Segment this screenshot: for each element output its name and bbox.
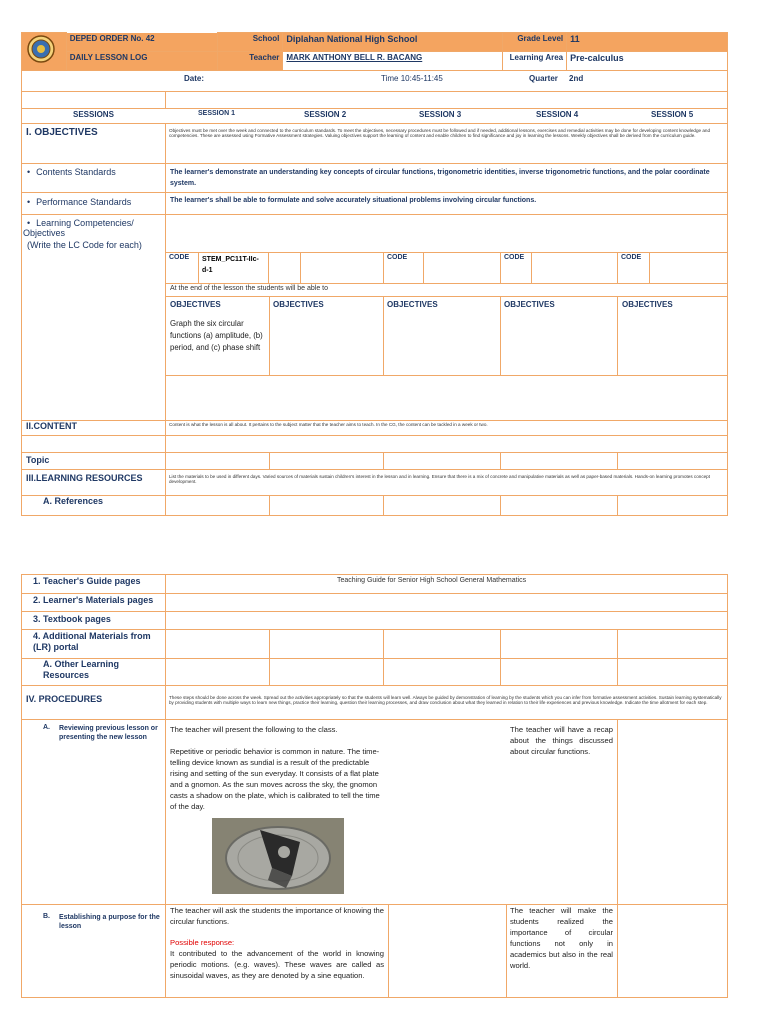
- sessions-label: SESSIONS: [73, 110, 114, 119]
- resources-note: List the materials to be used in different days. Varied sources of materials sustain children's interest in the lesson and in learning. Ensure that there is a mix of concrete and manipulative materials as well as paper-based materials. Hands-on learning promotes concept development.: [169, 474, 711, 485]
- code-label-5: CODE: [621, 254, 642, 261]
- area-label: Learning Area: [503, 52, 567, 71]
- quarter-value: 2nd: [569, 74, 584, 83]
- other-resources-label: A. Other Learning Resources: [43, 659, 120, 680]
- code-label-3: CODE: [387, 254, 408, 261]
- references-label: A. References: [43, 496, 104, 506]
- code-label-1: CODE: [169, 254, 190, 261]
- time-value: Time 10:45-11:45: [381, 74, 443, 83]
- objectives-col-2: OBJECTIVES: [273, 300, 324, 309]
- date-label: Date:: [184, 74, 205, 83]
- header-table: [21, 32, 728, 71]
- contents-standards-label: • Contents Standards: [23, 167, 116, 177]
- session-5: SESSION 5: [651, 110, 694, 119]
- competencies-label: • Learning Competencies/ Objectives: [23, 218, 163, 238]
- teachers-guide-label: 1. Teacher's Guide pages: [33, 576, 141, 586]
- quarter-label: Quarter: [529, 74, 558, 83]
- school-label: School: [217, 33, 283, 52]
- school-name: Diplahan National High School: [283, 33, 503, 52]
- deped-order: DEPED ORDER No. 42: [66, 33, 217, 52]
- objectives-note: Objectives must be met over the week and connected to the curriculum standards. To meet the objectives, necessary procedures must be followed and if needed, additional lessons, exercises and remedial activities may be done for developing content knowledge and competencies. These are assessed using Formative Assessment strategies. Valuing objectives support the learning of content and enable children to find significance and joy in learning the lessons. Weekly objectives shall be derived from the curriculum guide.: [169, 128, 711, 139]
- log-title: DAILY LESSON LOG: [66, 52, 217, 71]
- step-b-label: Establishing a purpose for the lesson: [59, 914, 160, 930]
- objectives-col-4: OBJECTIVES: [504, 300, 555, 309]
- step-a-intro: The teacher will present the following to the class.: [170, 725, 338, 734]
- session-3: SESSION 3: [419, 110, 462, 119]
- performance-standards-text: The learner's shall be able to formulate and solve accurately situational problems involving circular functions.: [170, 197, 537, 204]
- step-b-letter: B.: [43, 913, 50, 920]
- sundial-image: [212, 818, 344, 894]
- objectives-col-1: OBJECTIVES: [170, 300, 221, 309]
- teachers-guide-value: Teaching Guide for Senior High School General Mathematics: [337, 577, 527, 584]
- step-a-letter: A.: [43, 724, 50, 731]
- step-a-recap: The teacher will have a recap about the things discussed about circular functions.: [510, 725, 613, 756]
- teacher-label: Teacher: [217, 52, 283, 71]
- grade-value: 11: [567, 33, 728, 52]
- textbook-label: 3. Textbook pages: [33, 614, 111, 624]
- step-b-intro: The teacher will ask the students the importance of knowing the circular functions.: [170, 906, 385, 926]
- grade-label: Grade Level: [503, 33, 567, 52]
- session-1: SESSION 1: [198, 110, 235, 117]
- step-b-recap: The teacher will make the students realized the importance of circular functions not only in academics but also in the real world.: [510, 906, 613, 970]
- objective-text-1: Graph the six circular functions (a) amplitude, (b) period, and (c) phase shift: [170, 319, 263, 352]
- contents-standards-text: The learner's demonstrate an understanding key concepts of circular functions, trigonometric identities, inverse trigonometric functions, and the polar coordinate system.: [170, 169, 710, 187]
- objectives-heading: I. OBJECTIVES: [26, 127, 98, 138]
- step-b-body: It contributed to the advancement of the world in knowing periodic motions. (e.g. waves). These waves are called as sinusoidal waves, as they are denoted by a sine equation.: [170, 949, 384, 980]
- content-heading: II.CONTENT: [26, 421, 77, 431]
- session-4: SESSION 4: [536, 110, 579, 119]
- code-value-1: STEM_PC11T-IIc-d-1: [202, 256, 259, 274]
- topic-label: Topic: [26, 455, 50, 465]
- competencies-sub: (Write the LC Code for each): [27, 240, 142, 250]
- resources-heading: III.LEARNING RESOURCES: [26, 473, 143, 483]
- objectives-col-5: OBJECTIVES: [622, 300, 673, 309]
- procedures-note: These steps should be done across the week. Spread out the activities appropriately so that the students will learn well. Always be guided by demonstration of learning by the students which you can infer from formative assessment activities. Sustain learning systematically by providing students with multiple ways to learn new things, practice their learning, question their learning processes, and draw conclusion about what they learned in relation to their life experiences and previous knowledge. Indicate the time allotment for each step.: [169, 695, 722, 706]
- area-value: Pre-calculus: [567, 52, 728, 71]
- procedures-heading: IV. PROCEDURES: [26, 694, 103, 704]
- deped-seal-cell: [22, 33, 67, 71]
- teacher-name: MARK ANTHONY BELL R. BACANG: [283, 52, 503, 71]
- end-of-lesson-text: At the end of the lesson the students will be able to: [170, 285, 328, 292]
- step-a-label: Reviewing previous lesson or presenting the new lesson: [59, 725, 158, 741]
- learners-materials-label: 2. Learner's Materials pages: [33, 595, 154, 605]
- page-2: [21, 574, 728, 998]
- deped-seal-icon: [25, 34, 57, 64]
- additional-materials-label: 4. Additional Materials from (LR) portal: [33, 631, 151, 652]
- content-note: Content is what the lesson is all about. It pertains to the subject matter that the teacher aims to teach. In the CG, the content can be tackled in a week or two.: [169, 422, 488, 427]
- step-b-possible: Possible response:: [170, 938, 235, 947]
- step-a-body: Repetitive or periodic behavior is common in nature. The time-telling device known as sundial is a result of the predictable rising and setting of the sun everyday. It consists of a flat plate and a gnomon. As the sun moves across the sky, the gnomon casts a shadow on the plate, which is calibrated to tell the time of the day.: [170, 747, 380, 811]
- objectives-col-3: OBJECTIVES: [387, 300, 438, 309]
- session-2: SESSION 2: [304, 110, 347, 119]
- performance-standards-label: • Performance Standards: [23, 197, 131, 207]
- page-1: [21, 32, 728, 516]
- code-label-4: CODE: [504, 254, 525, 261]
